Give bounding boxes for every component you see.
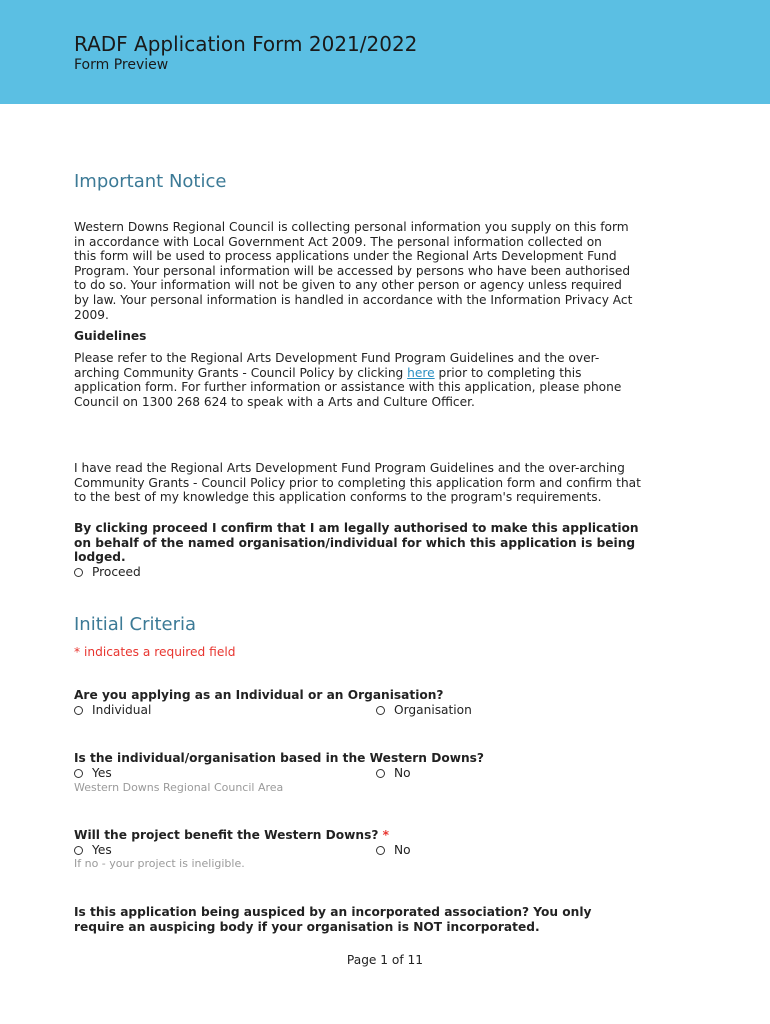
confirm-line: lodged.: [74, 550, 126, 565]
initial-criteria-heading: Initial Criteria: [74, 614, 197, 635]
question-applicant-type: Are you applying as an Individual or an Organisation?: [74, 688, 444, 702]
benefit-yes-radio-option[interactable]: [74, 843, 112, 857]
proceed-label: Proceed: [92, 565, 141, 579]
question-auspiced: [74, 905, 680, 934]
question-line: require an auspicing body if your organisation is NOT incorporated.: [74, 919, 540, 934]
proceed-radio-option[interactable]: [74, 565, 141, 579]
confirm-statement: [74, 521, 680, 565]
guidelines-line: Please refer to the Regional Arts Development Fund Program Guidelines and the over-: [74, 351, 600, 365]
declaration-paragraph: [74, 461, 680, 505]
notice-line: Western Downs Regional Council is collecting personal information you supply on this form: [74, 220, 629, 234]
page-number: Page 1 of 11: [346, 953, 424, 967]
benefit-no-radio-option[interactable]: [376, 843, 411, 857]
notice-line: to do so. Your information will not be given to any other person or agency unless required: [74, 278, 622, 293]
form-header: [0, 0, 770, 104]
required-star: *: [382, 828, 390, 842]
option-label: Individual: [92, 703, 152, 717]
option-label: No: [394, 766, 411, 780]
guidelines-line: Council on 1300 268 624 to speak with a Arts and Culture Officer.: [74, 394, 475, 409]
radio-button[interactable]: [74, 568, 83, 577]
radio-button[interactable]: [74, 769, 83, 778]
guidelines-paragraph: [74, 351, 680, 409]
option-label: Organisation: [394, 703, 472, 717]
guidelines-heading: Guidelines: [74, 329, 147, 343]
form-title: RADF Application Form 2021/2022: [74, 32, 418, 56]
question-project-benefit: [74, 828, 680, 843]
benefit-help-text: If no - your project is ineligible.: [74, 857, 245, 870]
individual-radio-option[interactable]: [74, 703, 151, 717]
form-subtitle: Form Preview: [74, 57, 169, 73]
notice-line: 2009.: [74, 307, 109, 322]
radio-button[interactable]: [74, 706, 83, 715]
confirm-line: on behalf of the named organisation/individual for which this application is being: [74, 535, 636, 550]
organisation-radio-option[interactable]: [376, 703, 472, 717]
based-yes-radio-option[interactable]: [74, 766, 112, 780]
notice-paragraph: [74, 220, 680, 322]
declaration-line: Community Grants - Council Policy prior to completing this application form and confirm that: [74, 475, 641, 490]
question-text: Will the project benefit the Western Downs?: [74, 828, 379, 842]
based-help-text: Western Downs Regional Council Area: [74, 781, 284, 794]
radio-button[interactable]: [376, 769, 385, 778]
notice-line: Program. Your personal information will be accessed by persons who have been authorised: [74, 263, 631, 278]
radio-button[interactable]: [376, 706, 385, 715]
notice-line: in accordance with Local Government Act 2009. The personal information collected on: [74, 234, 602, 249]
question-line: Is this application being auspiced by an incorporated association? You only: [74, 905, 592, 919]
required-field-note: * indicates a required field: [74, 645, 236, 659]
option-label: No: [394, 843, 411, 857]
guidelines-line: application form. For further information or assistance with this application, please phone: [74, 380, 622, 395]
important-notice-heading: Important Notice: [74, 171, 227, 192]
declaration-line: I have read the Regional Arts Development Fund Program Guidelines and the over-arching: [74, 461, 625, 475]
option-label: Yes: [92, 843, 112, 857]
confirm-line: By clicking proceed I confirm that I am legally authorised to make this application: [74, 521, 639, 535]
guidelines-line-text: prior to completing this: [434, 365, 582, 380]
notice-line: this form will be used to process applications under the Regional Arts Development Fund: [74, 249, 617, 264]
notice-line: by law. Your personal information is handled in accordance with the Information Privacy Act: [74, 292, 633, 307]
guidelines-here-link[interactable]: here: [407, 365, 435, 380]
radio-button[interactable]: [74, 846, 83, 855]
declaration-line: to the best of my knowledge this application conforms to the program's requirements.: [74, 490, 602, 505]
based-no-radio-option[interactable]: [376, 766, 411, 780]
radio-button[interactable]: [376, 846, 385, 855]
question-based-in-western-downs: Is the individual/organisation based in the Western Downs?: [74, 751, 484, 765]
guidelines-line-text: arching Community Grants - Council Policy by clicking: [74, 365, 408, 380]
guidelines-line: [74, 366, 680, 381]
option-label: Yes: [92, 766, 112, 780]
